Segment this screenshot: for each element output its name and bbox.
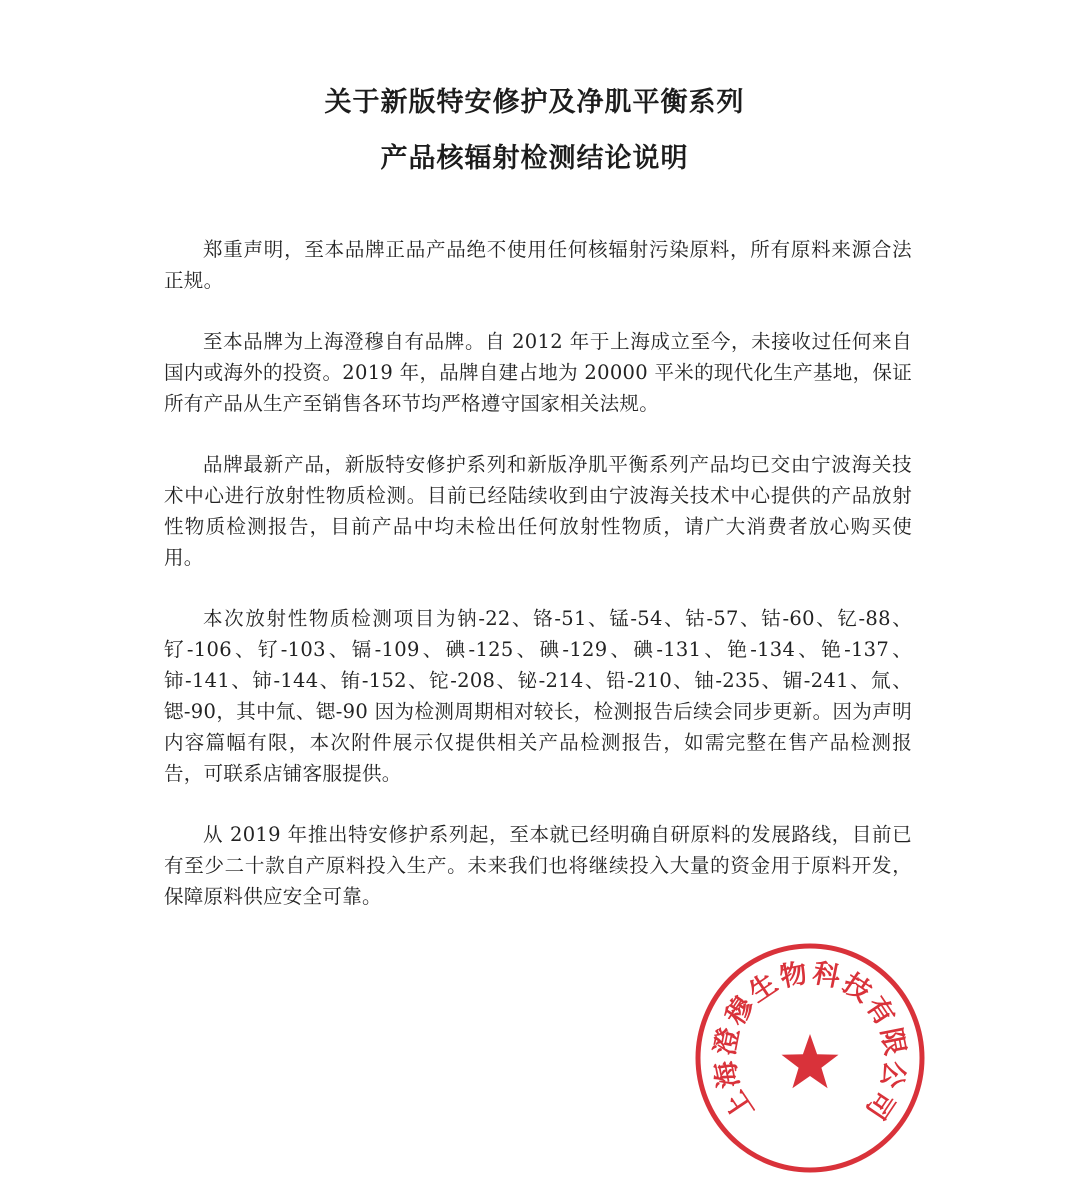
seal-char: 限 <box>874 1025 911 1058</box>
paragraph-brand-history: 至本品牌为上海澄穆自有品牌。自 2012 年于上海成立至今，未接收过任何来自国内或海外的投资。2019 年，品牌自建占地为 20000 平米的现代化生产基地，保证所有产品从生产至销售各环节均严格遵守国家相关法规。 <box>164 330 912 415</box>
document-title-line-1: 关于新版特安修护及净肌平衡系列 <box>324 87 745 118</box>
document-body <box>164 234 912 942</box>
seal-char: 科 <box>810 957 843 994</box>
seal-char: 技 <box>836 967 877 1009</box>
seal-char: 上 <box>719 1084 761 1125</box>
seal-char: 生 <box>743 967 784 1009</box>
company-seal <box>688 936 932 1180</box>
seal-char: 澄 <box>709 1025 746 1058</box>
seal-char: 公 <box>874 1058 911 1091</box>
paragraph-testing-status: 品牌最新产品，新版特安修护系列和新版净肌平衡系列产品均已交由宁波海关技术中心进行放射性物质检测。目前已经陆续收到由宁波海关技术中心提供的产品放射性物质检测报告，目前产品中均未检出任何放射性物质，请广大消费者放心购买使用。 <box>164 453 912 569</box>
paragraph-raw-material-strategy: 从 2019 年推出特安修护系列起，至本就已经明确自研原料的发展路线，目前已有至少二十款自产原料投入生产。未来我们也将继续投入大量的资金用于原料开发，保障原料供应安全可靠。 <box>164 823 912 908</box>
seal-char: 物 <box>777 957 810 994</box>
star-icon <box>782 1034 839 1088</box>
paragraph-test-items: 本次放射性物质检测项目为钠-22、铬-51、锰-54、钴-57、钴-60、钇-88、钌-106、钌-103、镉-109、碘-125、碘-129、碘-131、铯-134、铯-137、铈-141、铈-144、铕-152、铊-208、铋-214、铅-210、铀-235、镅-241、氚、锶-90，其中氚、锶-90 因为检测周期相对较长，检测报告后续会同步更新。因为声明内容篇幅有限，本次附件展示仅提供相关产品检测报告，如需完整在售产品检测报告，可联系店铺客服提供。 <box>164 607 912 785</box>
document-title-line-2: 产品核辐射检测结论说明 <box>380 143 689 174</box>
seal-char: 有 <box>859 991 901 1032</box>
seal-char: 海 <box>709 1058 746 1091</box>
seal-char: 司 <box>859 1084 901 1125</box>
company-seal-graphic <box>688 936 932 1180</box>
paragraph-declaration: 郑重声明，至本品牌正品产品绝不使用任何核辐射污染原料，所有原料来源合法正规。 <box>164 238 912 292</box>
seal-char: 穆 <box>719 991 761 1032</box>
